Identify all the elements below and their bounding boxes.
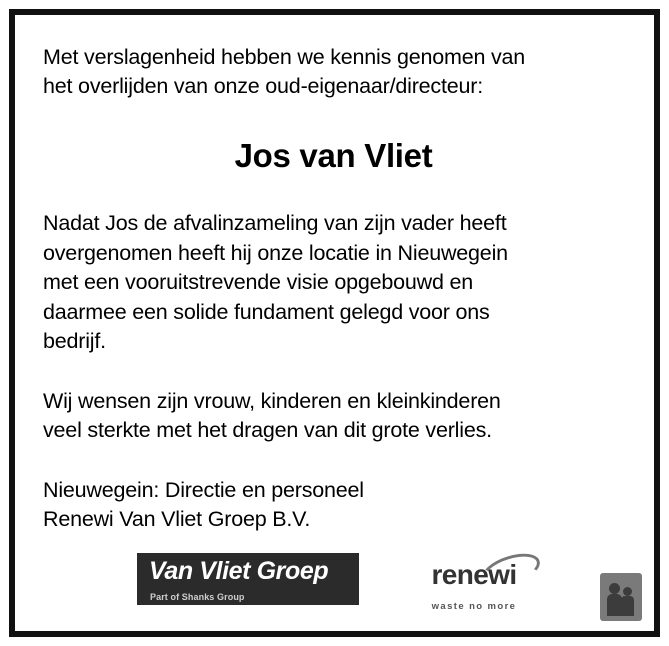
van-vliet-logo-tagline: Part of Shanks Group — [150, 592, 245, 602]
intro-line-2: het overlijden van onze oud-eigenaar/directeur: — [43, 74, 484, 98]
paragraph-one-line-3: met een vooruitstrevende visie opgebouwd en — [43, 270, 474, 294]
signature-block — [43, 476, 624, 535]
paragraph-two-line-1: Wij wensen zijn vrouw, kinderen en kleinkinderen — [43, 388, 501, 413]
renewi-logo-tagline: waste no more — [431, 601, 517, 612]
paragraph-two-line-2: veel sterkte met het dragen van dit grote verlies. — [43, 418, 492, 442]
van-vliet-groep-logo — [137, 553, 359, 605]
paragraph-one-line-1: Nadat Jos de afvalinzameling van zijn vader heeft — [43, 211, 507, 235]
logo-row — [15, 535, 654, 631]
mourning-figure-body-right — [621, 596, 634, 616]
intro-text — [43, 43, 624, 101]
van-vliet-logo-name: Van Vliet Groep — [149, 557, 329, 585]
renewi-logo-wordmark: renewi — [431, 559, 517, 590]
paragraph-one — [43, 209, 624, 357]
mourning-figure-head-left — [609, 583, 620, 594]
intro-line-1: Met verslagenheid hebben we kennis genomen van — [43, 45, 526, 69]
renewi-logo — [409, 559, 539, 617]
renewi-logo-name — [431, 559, 516, 591]
mourning-figure-body-left — [607, 594, 622, 616]
mourning-figures-icon — [600, 573, 642, 621]
paragraph-one-line-2: overgenomen heeft hij onze locatie in Nieuwegein — [43, 240, 508, 265]
obituary-frame — [9, 9, 660, 637]
mourning-figure-head-right — [623, 587, 632, 596]
deceased-name: Jos van Vliet — [234, 137, 433, 174]
signature-line-2: Renewi Van Vliet Groep B.V. — [43, 507, 311, 531]
paragraph-one-line-5: bedrijf. — [43, 329, 106, 353]
paragraph-two — [43, 387, 624, 446]
signature-line-1: Nieuwegein: Directie en personeel — [43, 477, 364, 502]
paragraph-one-line-4: daarmee een solide fundament gelegd voor ons — [43, 299, 490, 324]
